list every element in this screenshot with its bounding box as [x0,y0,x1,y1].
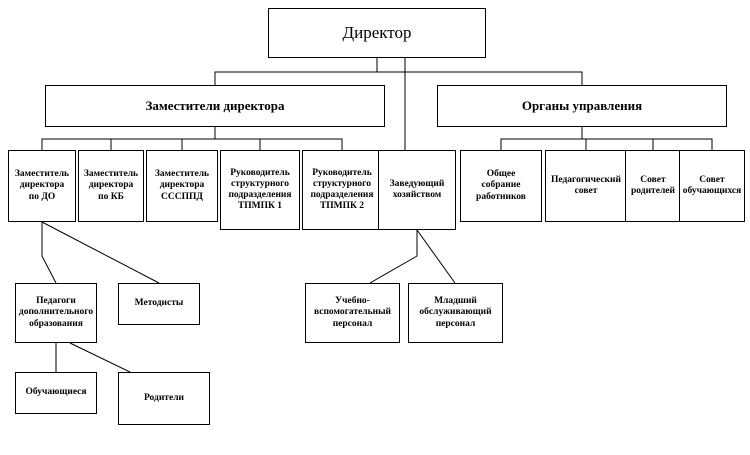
edge-deputies-kb [111,127,215,150]
node-label: вспомогательный [313,307,392,318]
edge-gov-parents [582,127,653,150]
node-governance-bodies[interactable] [437,85,727,127]
node-educational-support-staff[interactable] [305,283,400,343]
node-students-council[interactable] [679,150,745,222]
node-label: персонал [332,318,373,329]
node-general-staff-meeting[interactable] [460,150,542,222]
node-label: совет [574,186,598,196]
node-label: обучающихся [682,186,742,196]
node-label: Заместитель [154,169,210,180]
node-label: ТПМПК 1 [237,201,283,212]
node-label: Общее [486,169,516,180]
node-parents-council[interactable] [625,150,681,222]
node-label: Педагоги [36,296,76,307]
node-label: Заместитель [83,169,139,180]
node-pedagogical-council[interactable] [545,150,627,222]
node-label: обслуживающий [419,307,492,318]
node-label: Родители [143,392,184,403]
node-label: Младший [434,296,477,307]
node-label: Руководитель [230,167,290,178]
node-label: подразделения [310,190,374,200]
node-label: дополнительного [18,307,94,318]
edge-deputies-do [42,127,215,150]
node-supplementary-education-teachers[interactable] [15,283,97,343]
node-label: ТПМПК 2 [319,201,365,212]
node-deputy-director-kb[interactable] [78,150,144,222]
edge-do-teachers [42,222,56,283]
node-label: Органы управления [521,98,643,114]
node-parents[interactable] [118,372,210,425]
node-label: персонал [435,318,476,329]
node-label: родителей [631,186,675,196]
node-label: Заместитель [14,169,70,180]
edge-deputies-tpmpk1 [215,127,260,150]
node-label: СССППД [161,191,203,202]
node-students[interactable] [15,372,97,414]
node-label: по КБ [98,191,124,202]
node-label: директора [88,180,134,191]
node-head-structural-unit-tpmpk-2[interactable] [302,150,382,230]
node-label: Совет [640,174,666,185]
node-label: собрание [481,180,521,191]
node-head-of-household[interactable] [378,150,456,230]
edge-gov-meeting [501,127,582,150]
node-label: структурного [312,178,371,189]
node-junior-service-staff[interactable] [408,283,503,343]
node-head-structural-unit-tpmpk-1[interactable] [220,150,300,230]
edge-director-governance [377,58,582,85]
edge-household-service [417,230,455,283]
node-label: Директор [342,22,412,42]
node-label: Обучающиеся [25,387,87,398]
edge-gov-students [582,127,712,150]
node-label: директора [19,180,65,191]
edge-household-support [370,230,417,283]
node-label: Учебно- [335,296,370,307]
node-label: хозяйством [392,190,442,200]
edge-teachers-parents [70,343,130,372]
edge-deputies-tpmpk2 [215,127,342,150]
node-label: Руководитель [312,167,372,178]
node-label: по ДО [28,191,56,202]
node-deputy-director-do[interactable] [8,150,76,222]
node-label: Педагогический [551,174,621,185]
node-label: работников [476,191,526,202]
node-deputy-director-sssppd[interactable] [146,150,218,222]
node-label: директора [159,180,205,191]
node-label: Заведующий [389,178,445,189]
node-deputy-directors[interactable] [45,85,385,127]
edge-gov-pedcouncil [582,127,586,150]
node-label: образования [29,318,83,329]
node-director[interactable] [268,8,486,58]
node-label: Методисты [134,298,184,309]
node-label: Заместители директора [145,98,285,114]
node-label: подразделения [228,190,292,200]
node-methodists[interactable] [118,283,200,325]
edge-director-deputies [215,58,377,85]
node-label: Совет [699,174,725,185]
edge-deputies-sssppd [182,127,215,150]
node-label: структурного [230,178,289,189]
edge-do-methodists [42,222,159,283]
